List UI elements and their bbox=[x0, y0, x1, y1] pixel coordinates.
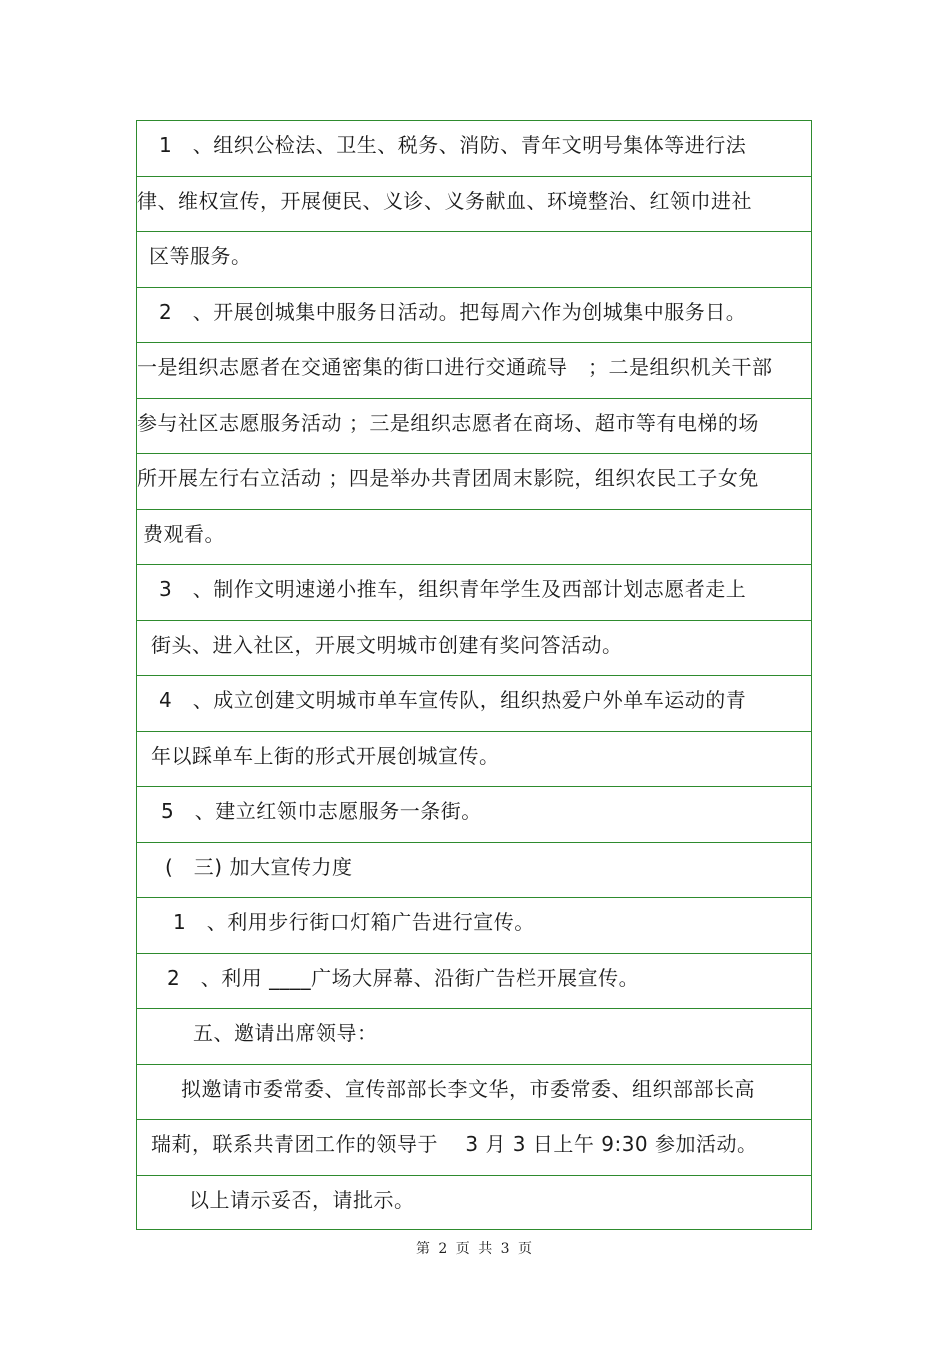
text-row bbox=[137, 454, 811, 510]
text-line: 4 、成立创建文明城市单车宣传队，组织热爱户外单车运动的青 bbox=[159, 688, 747, 712]
text-row bbox=[137, 676, 811, 732]
text-line: 街头、进入社区，开展文明城市创建有奖问答活动。 bbox=[151, 632, 623, 657]
text-line: 2 、开展创城集中服务日活动。把每周六作为创城集中服务日。 bbox=[159, 299, 747, 324]
text-row bbox=[137, 343, 811, 399]
text-line: 2 、利用 ____广场大屏幕、沿街广告栏开展宣传。 bbox=[167, 965, 640, 990]
text-row bbox=[137, 787, 811, 843]
text-row bbox=[137, 121, 811, 177]
text-line: 1 、利用步行街口灯箱广告进行宣传。 bbox=[173, 910, 535, 934]
text-row bbox=[137, 843, 811, 899]
text-row bbox=[137, 1120, 811, 1176]
text-line: 拟邀请市委常委、宣传部部长李文华，市委常委、组织部部长高 bbox=[181, 1076, 755, 1101]
text-line: 律、维权宣传，开展便民、义诊、义务献血、环境整治、红领巾进社 bbox=[137, 188, 752, 213]
text-line: 一是组织志愿者在交通密集的街口进行交通疏导 ；二是组织机关干部 bbox=[137, 355, 773, 379]
text-row bbox=[137, 177, 811, 233]
text-row bbox=[137, 399, 811, 455]
text-line: 年以踩单车上街的形式开展创城宣传。 bbox=[151, 743, 500, 768]
text-row bbox=[137, 1065, 811, 1121]
section-heading: ( 三) 加大宣传力度 bbox=[165, 854, 353, 879]
section-heading: 五、邀请出席领导： bbox=[193, 1021, 378, 1045]
text-line: 所开展左行右立活动 ；四是举办共青团周末影院，组织农民工子女免 bbox=[137, 466, 759, 490]
text-line: 参与社区志愿服务活动 ；三是组织志愿者在商场、超市等有电梯的场 bbox=[137, 410, 759, 435]
text-line: 费观看。 bbox=[143, 521, 225, 546]
text-row bbox=[137, 954, 811, 1010]
text-line: 3 、制作文明速递小推车，组织青年学生及西部计划志愿者走上 bbox=[159, 577, 747, 601]
text-row bbox=[137, 565, 811, 621]
text-row bbox=[137, 232, 811, 288]
text-line: 5 、建立红领巾志愿服务一条街。 bbox=[161, 799, 482, 823]
text-row bbox=[137, 1009, 811, 1065]
text-line: 区等服务。 bbox=[149, 244, 252, 268]
text-row bbox=[137, 732, 811, 788]
text-row bbox=[137, 1176, 811, 1232]
text-row bbox=[137, 510, 811, 566]
text-line: 1 、组织公检法、卫生、税务、消防、青年文明号集体等进行法 bbox=[159, 133, 747, 157]
text-row bbox=[137, 898, 811, 954]
text-line: 瑞莉，联系共青团工作的领导于 3 月 3 日上午 9:30 参加活动。 bbox=[151, 1132, 758, 1156]
document-frame bbox=[136, 120, 812, 1230]
text-row bbox=[137, 621, 811, 677]
text-line: 以上请示妥否，请批示。 bbox=[189, 1187, 415, 1212]
page-number: 第 2 页 共 3 页 bbox=[415, 1241, 535, 1257]
text-row bbox=[137, 288, 811, 344]
